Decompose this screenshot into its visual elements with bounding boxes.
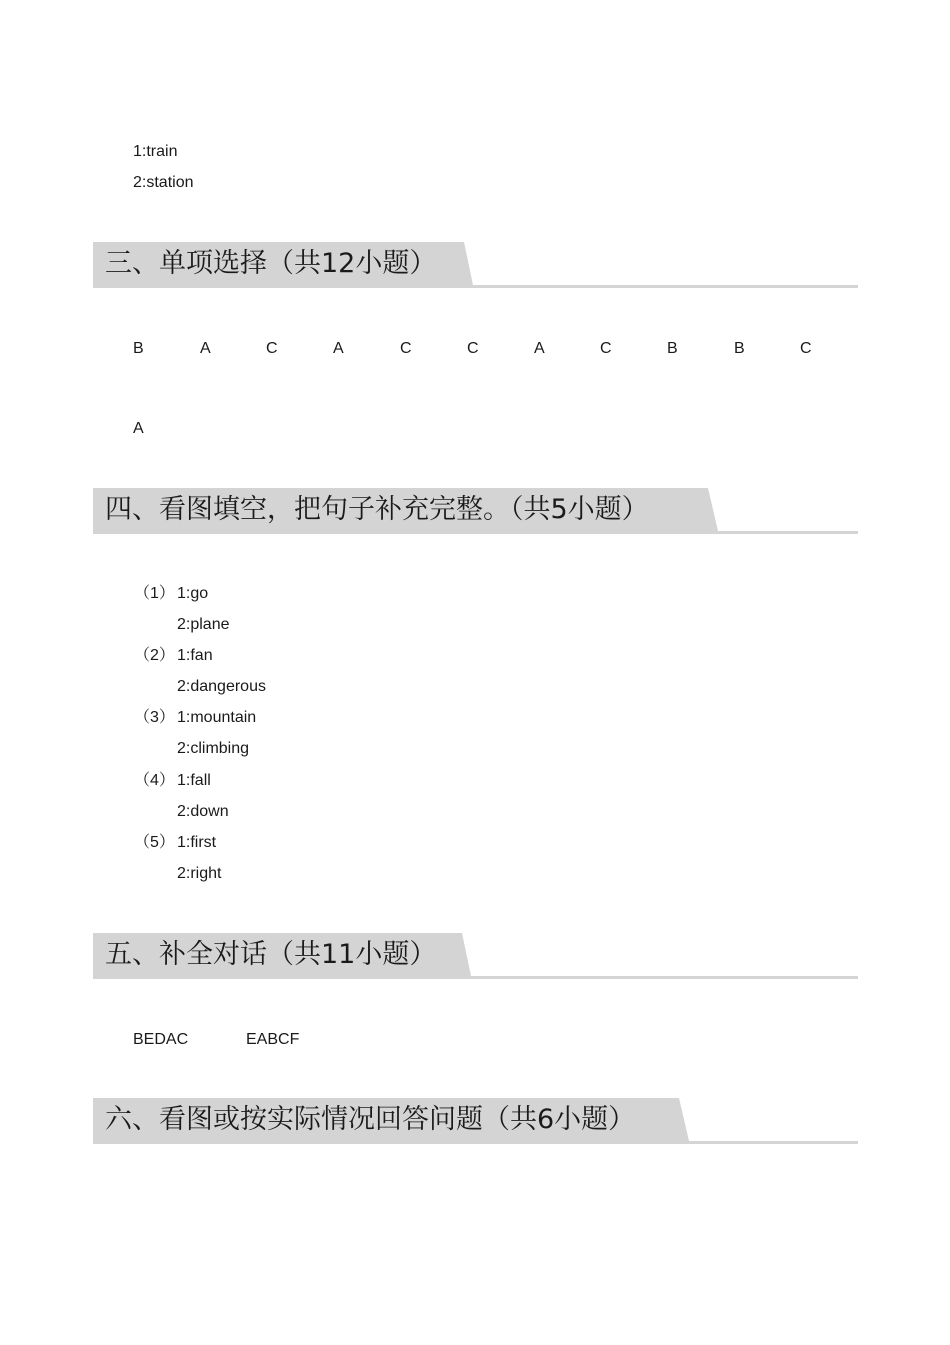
item-number: （1） bbox=[134, 585, 175, 602]
section-rule bbox=[93, 1141, 858, 1144]
section-title: 五、补全对话（共11小题） bbox=[105, 939, 437, 970]
choice-answer: A bbox=[534, 340, 545, 357]
section-header-3 bbox=[93, 242, 858, 288]
fill-answer: 1:go bbox=[177, 585, 209, 602]
choice-answer: C bbox=[467, 340, 479, 357]
choice-answer: B bbox=[734, 340, 745, 357]
choice-answer: C bbox=[266, 340, 278, 357]
dialogue-answer: BEDAC bbox=[133, 1031, 189, 1048]
section-title: 六、看图或按实际情况回答问题（共6小题） bbox=[105, 1104, 636, 1135]
section2-answer-line: 1:train bbox=[133, 143, 178, 160]
fill-answer: 2:climbing bbox=[177, 740, 250, 757]
choice-answer: C bbox=[600, 340, 612, 357]
fill-answer: 2:plane bbox=[177, 616, 230, 633]
item-number: （3） bbox=[134, 709, 175, 726]
choice-answer: B bbox=[667, 340, 678, 357]
section-rule bbox=[93, 285, 858, 288]
fill-answer: 2:dangerous bbox=[177, 678, 266, 695]
section2-answer-line: 2:station bbox=[133, 174, 194, 191]
item-number: （2） bbox=[134, 647, 175, 664]
section-title: 四、看图填空，把句子补充完整。（共5小题） bbox=[105, 494, 649, 525]
section-rule bbox=[93, 976, 858, 979]
section-header-4 bbox=[93, 488, 858, 534]
dialogue-answer: EABCF bbox=[246, 1031, 300, 1048]
choice-answer: A bbox=[200, 340, 211, 357]
choice-answer: A bbox=[333, 340, 344, 357]
section-header-6 bbox=[93, 1098, 858, 1144]
fill-answer: 2:right bbox=[177, 865, 222, 882]
fill-answer: 1:fall bbox=[177, 772, 211, 789]
fill-answer: 2:down bbox=[177, 803, 229, 820]
fill-answer: 1:fan bbox=[177, 647, 213, 664]
item-number: （5） bbox=[134, 834, 175, 851]
fill-answer: 1:first bbox=[177, 834, 217, 851]
section-header-5 bbox=[93, 933, 858, 979]
section-rule bbox=[93, 531, 858, 534]
section-title: 三、单项选择（共12小题） bbox=[105, 248, 437, 279]
choice-answer: B bbox=[133, 340, 144, 357]
item-number: （4） bbox=[134, 772, 175, 789]
choice-answer: A bbox=[133, 420, 144, 437]
fill-answer: 1:mountain bbox=[177, 709, 257, 726]
choice-answer: C bbox=[800, 340, 812, 357]
choice-answer: C bbox=[400, 340, 412, 357]
